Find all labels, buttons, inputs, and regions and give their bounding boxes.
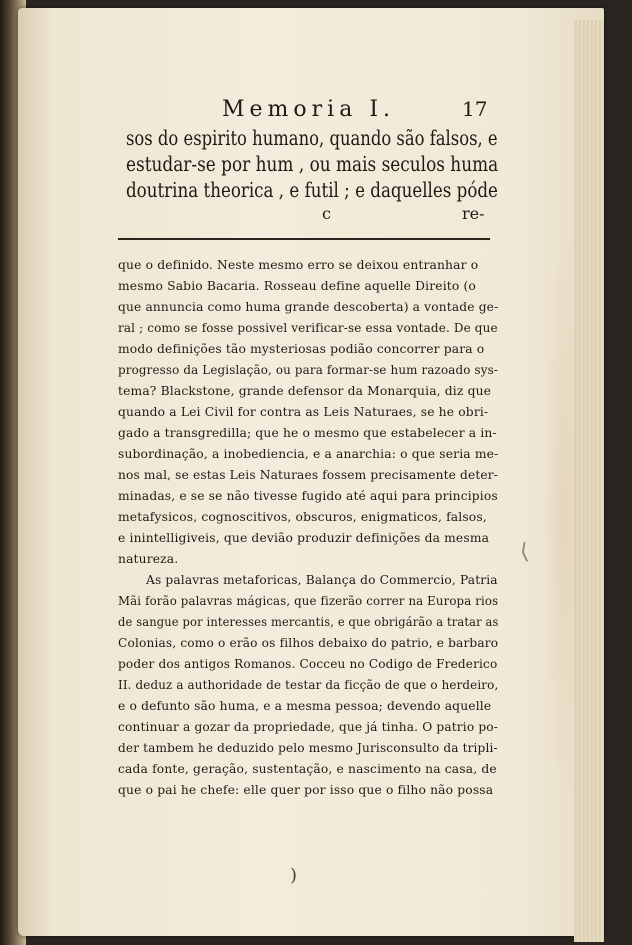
footnote-line: ral ; como se fosse possivel verificar-se essa vontade. De que [118, 321, 498, 335]
footnote-line: natureza. [118, 552, 179, 566]
footnote-line: cada fonte, geração, sustentação, e nascimento na casa, de [118, 762, 497, 776]
footnote-line: poder dos antigos Romanos. Cocceu no Codigo de Frederico [118, 657, 498, 671]
footnote-line: der tambem he deduzido pelo mesmo Jurisconsulto da tripli- [118, 741, 498, 755]
footnote-line: progresso da Legislação, ou para formar-se hum razoado sys- [118, 363, 499, 377]
footnote-line: que annuncia como huma grande descoberta) a vontade ge- [118, 300, 499, 314]
footnote-line: tema? Blackstone, grande defensor da Monarquia, diz que [118, 384, 492, 398]
footnote-line: continuar a gozar da propriedade, que já tinha. O patrio po- [118, 720, 499, 734]
footnote-line: quando a Lei Civil for contra as Leis Naturaes, se he obri- [118, 405, 489, 419]
main-text-line: doutrina theorica , e futil ; e daquelles póde [126, 178, 498, 202]
footnote-line: e o defunto são huma, e a mesma pessoa; devendo aquelle [118, 699, 492, 713]
signature-mark: c [322, 204, 331, 223]
footnote-line: As palavras metaforicas, Balança do Commercio, Patria [146, 573, 498, 587]
footnote-line: minadas, e se se não tivesse fugido até aqui para principios [118, 489, 498, 503]
footnote-line: metafysicos, cognoscitivos, obscuros, enigmaticos, falsos, [118, 510, 487, 524]
page-number: 17 [462, 97, 488, 121]
footnote-line: Colonias, como o erão os filhos debaixo do patrio, e barbaro [118, 636, 499, 650]
main-text-line: estudar-se por hum , ou mais seculos huma [126, 152, 499, 176]
main-text-line: sos do espirito humano, quando são falsos, e [126, 126, 498, 150]
running-head: Memoria I. [222, 97, 395, 122]
catchword: re- [462, 204, 485, 223]
footnote-line: nos mal, se estas Leis Naturaes fossem precisamente deter- [118, 468, 499, 482]
footnote-line: Mãi forão palavras mágicas, que fizerão correr na Europa rios [118, 594, 499, 608]
footnote-line: que o definido. Neste mesmo erro se deixou entranhar o [118, 258, 479, 272]
footnote-line: de sangue por interesses mercantis, e que obrigárão a tratar as [118, 615, 499, 629]
pencil-mark-icon: ⟨ [518, 539, 531, 566]
footnote-line: mesmo Sabio Bacaria. Rosseau define aquelle Direito (o [118, 279, 476, 293]
footnote-line: subordinação, a inobediencia, e a anarchia: o que seria me- [118, 447, 499, 461]
footnote-line: modo definições tão mysteriosas podião concorrer para o [118, 342, 485, 356]
footnote-rule [118, 238, 490, 240]
footnote-line: gado a transgredilla; que he o mesmo que estabelecer a in- [118, 426, 497, 440]
ink-mark-icon: ) [290, 865, 298, 886]
footnote-line: que o pai he chefe: elle quer por isso que o filho não possa [118, 783, 494, 797]
footnote-line: e inintelligiveis, que devião produzir definições da mesma [118, 531, 490, 545]
footnote-line: II. deduz a authoridade de testar da ficção de que o herdeiro, [118, 678, 499, 692]
